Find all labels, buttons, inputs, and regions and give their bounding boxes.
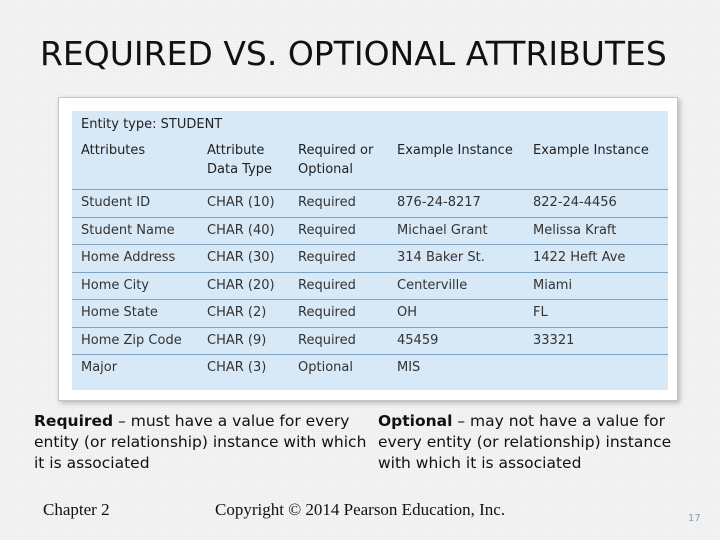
table-cell: CHAR (10) <box>207 195 275 210</box>
required-term: Required <box>34 412 114 430</box>
table-cell: CHAR (9) <box>207 332 267 348</box>
header-example-instance-1: Example Instance <box>397 143 513 158</box>
table-cell: Major <box>81 360 118 375</box>
table-cell: Centerville <box>397 277 468 293</box>
table-cell: Required <box>298 195 356 210</box>
page-number: 17 <box>688 513 701 524</box>
table-cell: Required <box>298 250 356 265</box>
table-row <box>72 299 668 326</box>
table-cell: Required <box>298 222 356 238</box>
header-required-optional: Required or Optional <box>298 143 374 177</box>
table-cell: 45459 <box>397 332 439 348</box>
table-cell: Michael Grant <box>397 222 488 238</box>
table-row <box>72 354 668 381</box>
header-attributes: Attributes <box>81 143 146 158</box>
header-example-instance-2: Example Instance <box>533 143 649 158</box>
table-cell: Home City <box>81 277 150 293</box>
optional-term: Optional <box>378 412 453 430</box>
required-text: – must have a value for every entity (or relationship) instance with which it is associated <box>34 412 367 472</box>
table-cell: Home State <box>81 305 158 320</box>
table-cell: Miami <box>533 277 573 293</box>
table-cell: Student Name <box>81 222 175 238</box>
copyright-notice: Copyright © 2014 Pearson Education, Inc. <box>215 500 506 519</box>
table-row <box>72 327 668 354</box>
slide-title: REQUIRED VS. OPTIONAL ATTRIBUTES <box>40 34 667 73</box>
optional-text: – may not have a value for every entity (or relationship) instance with which it is associated <box>378 412 672 472</box>
optional-definition <box>378 411 688 474</box>
table-cell: 314 Baker St. <box>397 250 485 265</box>
table-row <box>72 244 668 271</box>
table-cell: CHAR (30) <box>207 250 275 265</box>
table-cell: CHAR (20) <box>207 277 275 293</box>
table-cell: Melissa Kraft <box>533 222 617 238</box>
table-cell: 822-24-4456 <box>533 195 617 210</box>
attribute-table <box>72 111 668 390</box>
table-cell: CHAR (3) <box>207 360 267 375</box>
required-definition <box>34 411 374 474</box>
table-cell: 1422 Heft Ave <box>533 250 626 265</box>
table-cell: 33321 <box>533 332 575 348</box>
table-row <box>72 217 668 244</box>
table-cell: Home Address <box>81 250 176 265</box>
table-cell: Required <box>298 332 356 348</box>
table-cell: CHAR (40) <box>207 222 275 238</box>
table-header-row <box>72 141 668 185</box>
table-cell: Optional <box>298 360 353 375</box>
table-row <box>72 189 668 216</box>
chapter-label: Chapter 2 <box>43 500 110 519</box>
table-cell: CHAR (2) <box>207 305 267 320</box>
table-cell: 876-24-8217 <box>397 195 481 210</box>
attribute-table-figure <box>58 97 678 401</box>
table-cell: FL <box>533 305 548 320</box>
table-cell: MIS <box>397 360 421 375</box>
table-cell: Home Zip Code <box>81 332 182 348</box>
header-data-type: Attribute Data Type <box>207 143 273 177</box>
entity-type-label: Entity type: STUDENT <box>81 117 223 132</box>
table-cell: Required <box>298 277 356 293</box>
table-cell: Required <box>298 305 356 320</box>
table-cell: Student ID <box>81 195 151 210</box>
table-cell: OH <box>397 305 418 320</box>
table-row <box>72 272 668 299</box>
